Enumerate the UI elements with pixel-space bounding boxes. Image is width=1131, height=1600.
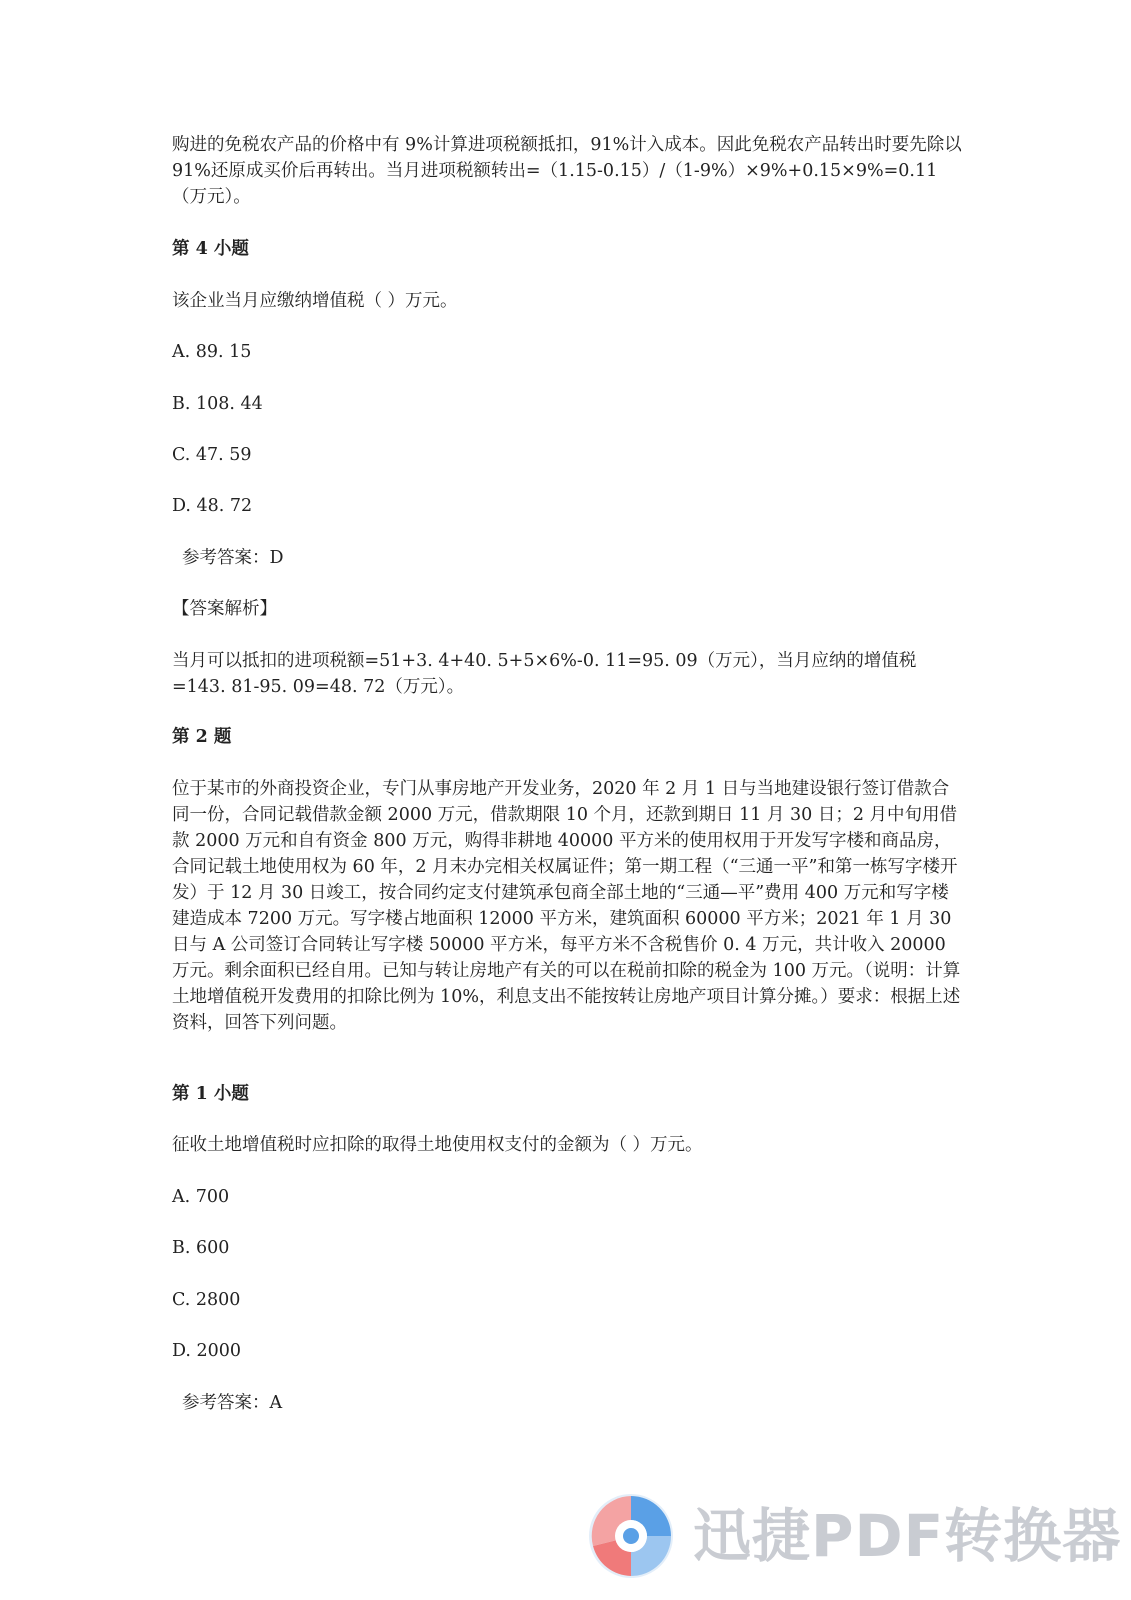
option-b: B. 108. 44 xyxy=(172,394,263,414)
option-c: C. 2800 xyxy=(172,1290,241,1310)
reference-answer: 参考答案：D xyxy=(182,548,284,568)
analysis-text: 当月可以抵扣的进项税额=51+3. 4+40. 5+5×6%-0. 11=95. 09（万元），当月应纳的增值税=143. 81-95. 09=48. 72（万元）。 xyxy=(172,651,917,697)
question-2-heading: 第 2 题 xyxy=(172,727,232,747)
option-a: A. 700 xyxy=(172,1187,230,1207)
option-c: C. 47. 59 xyxy=(172,445,252,465)
pdf-converter-logo-icon xyxy=(585,1490,677,1582)
watermark-text: 迅捷PDF转换器 xyxy=(693,1502,1122,1570)
option-a: A. 89. 15 xyxy=(172,342,252,362)
analysis-title: 【答案解析】 xyxy=(172,599,277,619)
option-b: B. 600 xyxy=(172,1238,230,1258)
reference-answer: 参考答案：A xyxy=(182,1393,283,1413)
option-d: D. 2000 xyxy=(172,1341,242,1361)
option-d: D. 48. 72 xyxy=(172,496,253,516)
subquestion-4-heading: 第 4 小题 xyxy=(172,239,249,259)
subquestion-1-text: 征收土地增值税时应扣除的取得土地使用权支付的金额为（ ）万元。 xyxy=(172,1135,703,1155)
subquestion-1-heading: 第 1 小题 xyxy=(172,1084,249,1104)
watermark xyxy=(585,1490,1122,1586)
question-2-stem: 位于某市的外商投资企业，专门从事房地产开发业务，2020 年 2 月 1 日与当地建设银行签订借款合同一份，合同记载借款金额 2000 万元，借款期限 10 个月，还款到期日 11 月 30 日；2 月中旬用借款 2000 万元和自有资金 800 万元，购得非耕地 40000 平方米的使用权用于开发写字楼和商品房，合同记载土地使用权为 60 年，2 月末办完相关权属证件；第一期工程（“三通一平”和第一栋写字楼开发）于 12 月 30 日竣工，按合同约定支付建筑承包商全部土地的“三通—平”费用 400 万元和写字楼建造成本 7200 万元。写字楼占地面积 12000 平方米，建筑面积 60000 平方米；2021 年 1 月 30 日与 A 公司签订合同转让写字楼 50000 平方米，每平方米不含税售价 0. 4 万元，共计收入 20000 万元。剩余面积已经自用。已知与转让房地产有关的可以在税前扣除的税金为 100 万元。（说明：计算土地增值税开发费用的扣除比例为 10%，利息支出不能按转让房地产项目计算分摊。）要求：根据上述资料，回答下列问题。 xyxy=(172,779,961,1033)
explanation-continuation: 购进的免税农产品的价格中有 9%计算进项税额抵扣，91%计入成本。因此免税农产品转出时要先除以 91%还原成买价后再转出。当月进项税额转出=（1.15-0.15）/（1-9%）×9%+0.15×9%=0.11（万元）。 xyxy=(172,135,962,207)
subquestion-4-text: 该企业当月应缴纳增值税（ ）万元。 xyxy=(172,291,458,311)
